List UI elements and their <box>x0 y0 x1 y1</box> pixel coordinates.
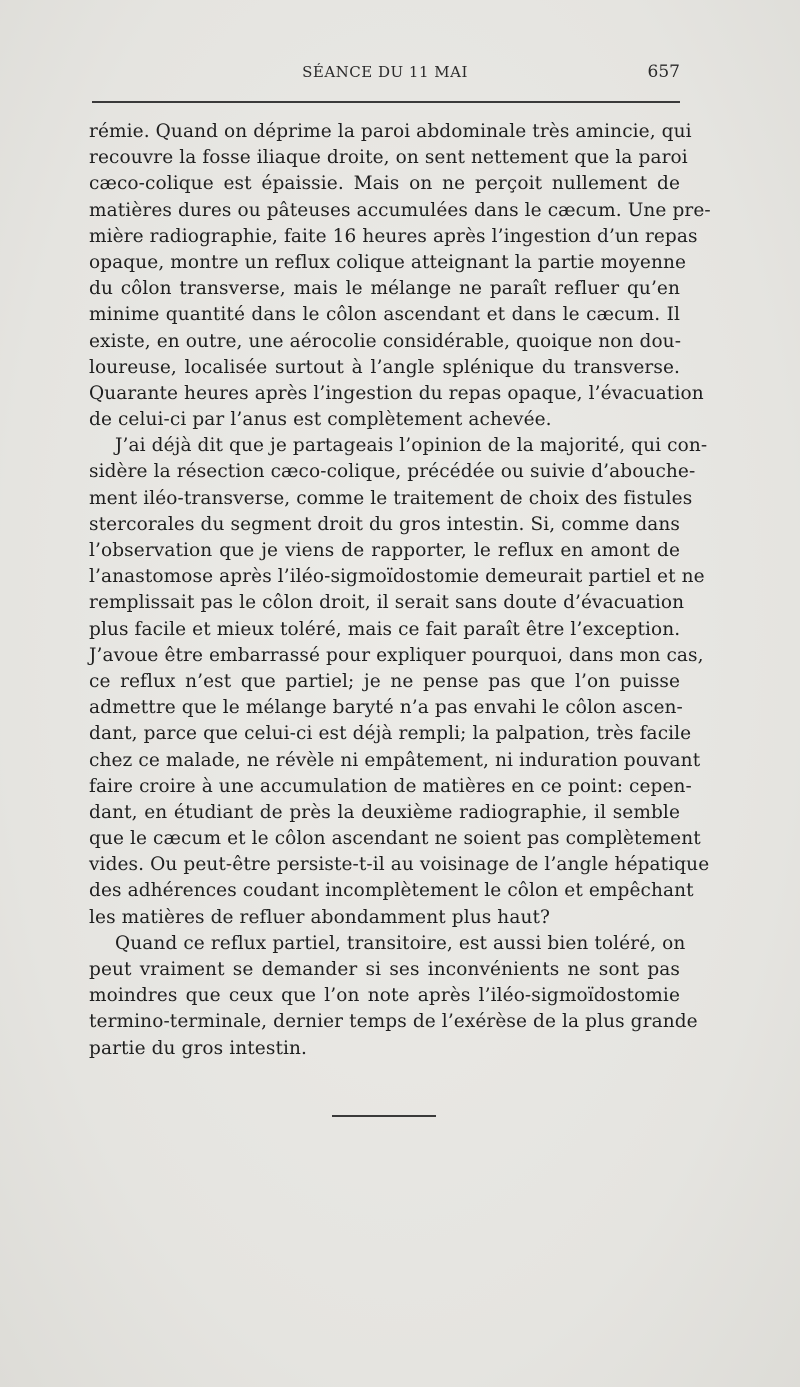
text-line: plus facile et mieux toléré, mais ce fait paraît être l’exception. <box>89 618 681 640</box>
text-line: les matières de refluer abondamment plus haut? <box>89 906 551 928</box>
text-line: ce reflux n’est que partiel; je ne pense pas que l’on puisse <box>89 670 680 692</box>
text-line: des adhérences coudant incomplètement le côlon et empêchant <box>89 880 694 902</box>
running-title: SÉANCE DU 11 MAI <box>302 63 468 81</box>
text-line: peut vraiment se demander si ses inconvénients ne sont pas <box>89 959 680 980</box>
text-line: Quand ce reflux partiel, transitoire, est aussi bien toléré, on <box>115 932 686 954</box>
header-rule <box>92 101 680 103</box>
text-line: existe, en outre, une aérocolie considérable, quoique non dou- <box>89 330 682 352</box>
text-line: cæco-colique est épaissie. Mais on ne perçoit nullement de <box>89 173 680 195</box>
text-line: mière radiographie, faite 16 heures après l’ingestion d’un repas <box>89 225 698 247</box>
page-number: 657 <box>647 62 680 82</box>
end-rule <box>332 1115 436 1117</box>
text-line: Quarante heures après l’ingestion du repas opaque, l’évacuation <box>89 382 704 404</box>
text-line: opaque, montre un reflux colique atteignant la partie moyenne <box>89 251 687 273</box>
text-line: rémie. Quand on déprime la paroi abdominale très amincie, qui <box>89 121 692 142</box>
text-line: vides. Ou peut-être persiste-t-il au voisinage de l’angle hépatique <box>89 854 710 876</box>
text-line: matières dures ou pâteuses accumulées dans le cæcum. Une pre- <box>89 199 711 221</box>
text-line: termino-terminale, dernier temps de l’exérèse de la plus grande <box>89 1011 698 1033</box>
text-line: de celui-ci par l’anus est complètement achevée. <box>89 409 552 431</box>
text-line: que le cæcum et le côlon ascendant ne soient pas complètement <box>89 828 701 850</box>
text-line: J’avoue être embarrassé pour expliquer pourquoi, dans mon cas, <box>89 644 704 666</box>
running-head <box>90 58 680 88</box>
text-line: sidère la résection cæco-colique, précédée ou suivie d’abouche- <box>89 461 696 483</box>
text-line: remplissait pas le côlon droit, il serait sans doute d’évacuation <box>89 592 685 614</box>
text-line: J’ai déjà dit que je partageais l’opinion de la majorité, qui con- <box>115 435 708 457</box>
text-line: du côlon transverse, mais le mélange ne paraît refluer qu’en <box>89 278 680 300</box>
text-line: stercorales du segment droit du gros intestin. Si, comme dans <box>89 513 680 535</box>
text-line: admettre que le mélange baryté n’a pas envahi le côlon ascen- <box>89 697 683 719</box>
text-line: partie du gros intestin. <box>89 1037 307 1059</box>
text-line: loureuse, localisée surtout à l’angle splénique du transverse. <box>89 356 680 378</box>
text-line: minime quantité dans le côlon ascendant et dans le cæcum. Il <box>89 304 680 326</box>
text-line: dant, parce que celui-ci est déjà rempli; la palpation, très facile <box>89 723 692 745</box>
text-line: recouvre la fosse iliaque droite, on sent nettement que la paroi <box>89 147 688 169</box>
text-line: ment iléo-transverse, comme le traitement de choix des fistules <box>89 487 693 509</box>
text-line: moindres que ceux que l’on note après l’iléo-sigmoïdostomie <box>89 985 680 1007</box>
text-line: l’observation que je viens de rapporter, le reflux en amont de <box>89 540 680 561</box>
body-text <box>89 119 711 1062</box>
text-line: chez ce malade, ne révèle ni empâtement, ni induration pouvant <box>89 749 701 771</box>
text-line: l’anastomose après l’iléo-sigmoïdostomie demeurait partiel et ne <box>89 566 705 588</box>
text-line: dant, en étudiant de près la deuxième radiographie, il semble <box>89 801 680 823</box>
text-line: faire croire à une accumulation de matières en ce point: cepen- <box>89 775 692 797</box>
